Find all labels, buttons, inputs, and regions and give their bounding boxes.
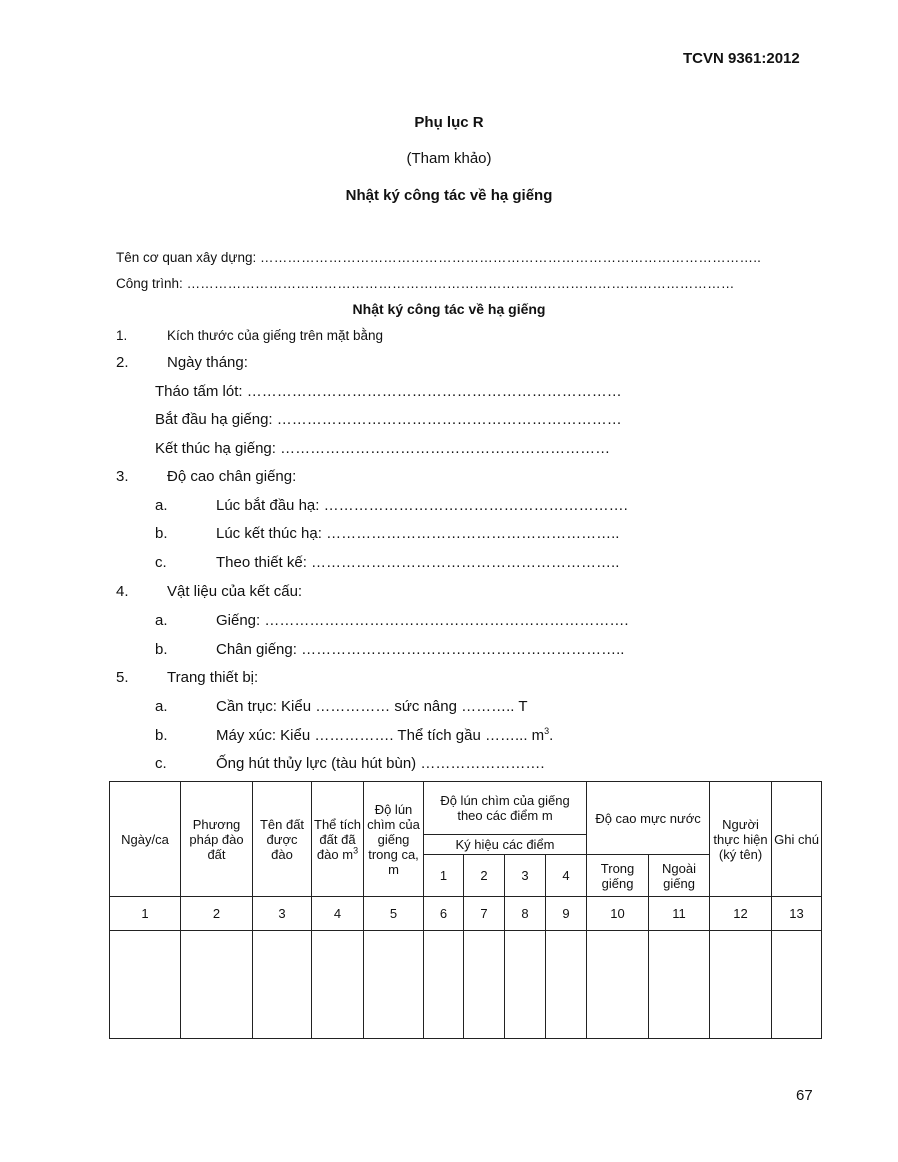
column-number: 2 <box>181 897 253 931</box>
item-1-text: Kích thước của giếng trên mặt bằng <box>167 328 384 343</box>
header-performer: Người thực hiện (ký tên) <box>710 782 772 897</box>
column-number: 4 <box>312 897 364 931</box>
agency-label: Tên cơ quan xây dựng: <box>116 250 257 265</box>
item-3a-letter: a. <box>155 497 168 514</box>
empty-cell <box>181 931 253 1039</box>
empty-cell <box>110 931 181 1039</box>
header-settlement-by-points: Độ lún chìm của giếng theo các điểm m <box>424 782 587 835</box>
header-point-4: 4 <box>546 855 587 897</box>
header-point-1: 1 <box>424 855 464 897</box>
appendix-title: Phụ lục R <box>414 114 484 131</box>
item-3b-text: Lúc kết thúc hạ: ………………………………………………….. <box>216 525 620 542</box>
column-number: 3 <box>253 897 312 931</box>
item-5a-letter: a. <box>155 698 168 715</box>
empty-cell <box>587 931 649 1039</box>
header-excavated-volume-sup: 3 <box>353 845 359 856</box>
item-5b-letter: b. <box>155 727 168 744</box>
item-5-number: 5. <box>116 669 129 686</box>
header-excavation-method: Phương pháp đào đất <box>181 782 253 897</box>
column-number-row <box>110 897 822 931</box>
item-5b-main: Máy xúc: Kiểu ……………. Thể tích gầu ……... m <box>216 727 545 744</box>
header-outside-well: Ngoài giếng <box>649 855 710 897</box>
column-number: 12 <box>710 897 772 931</box>
item-5c-letter: c. <box>155 755 167 772</box>
item-5b-superscript: 3 <box>544 726 550 736</box>
header-soil-name: Tên đất được đào <box>253 782 312 897</box>
item-4b-letter: b. <box>155 641 168 658</box>
appendix-note: (Tham khảo) <box>406 150 492 167</box>
column-number: 8 <box>505 897 546 931</box>
item-4b-text: Chân giếng: ……………………………………………………….. <box>216 641 625 658</box>
empty-cell <box>546 931 587 1039</box>
empty-cell <box>312 931 364 1039</box>
column-number: 5 <box>364 897 424 931</box>
log-table <box>109 781 822 1039</box>
item-2-text: Ngày tháng: <box>167 354 248 371</box>
project-dots: ………………………………………………………………………………………………………… <box>186 276 735 291</box>
empty-cell <box>364 931 424 1039</box>
column-number: 1 <box>110 897 181 931</box>
item-3b-letter: b. <box>155 525 168 542</box>
page-number: 67 <box>796 1087 813 1104</box>
item-5b-text <box>216 727 553 744</box>
column-number: 6 <box>424 897 464 931</box>
item-2c-text: Kết thúc hạ giếng: ………………………………………………………… <box>155 440 611 457</box>
section-title: Nhật ký công tác về hạ giếng <box>352 301 546 317</box>
empty-cell <box>424 931 464 1039</box>
header-inside-well: Trong giếng <box>587 855 649 897</box>
document-title: Nhật ký công tác về hạ giếng <box>345 187 553 204</box>
item-3a-text: Lúc bắt đầu hạ: ……………………………………………………. <box>216 497 628 514</box>
empty-cell <box>649 931 710 1039</box>
agency-field <box>116 250 761 265</box>
project-label: Công trình: <box>116 276 183 291</box>
header-point-3: 3 <box>505 855 546 897</box>
item-2b-text: Bắt đầu hạ giếng: …………………………………………………………… <box>155 411 622 428</box>
empty-cell <box>710 931 772 1039</box>
header-date-shift: Ngày/ca <box>110 782 181 897</box>
empty-cell <box>505 931 546 1039</box>
empty-cell <box>253 931 312 1039</box>
empty-cell <box>464 931 505 1039</box>
header-water-level: Độ cao mực nước <box>587 782 710 855</box>
empty-cell <box>772 931 822 1039</box>
item-5a-text: Cần trục: Kiểu …………… sức nâng ……….. T <box>216 698 528 715</box>
item-4-text: Vật liệu của kết cấu: <box>167 583 303 600</box>
empty-entry-row <box>110 931 822 1039</box>
header-notes: Ghi chú <box>772 782 822 897</box>
item-3c-letter: c. <box>155 554 167 571</box>
item-4-number: 4. <box>116 583 129 600</box>
column-number: 7 <box>464 897 505 931</box>
column-number: 9 <box>546 897 587 931</box>
header-point-symbols: Ký hiệu các điểm <box>424 835 587 855</box>
item-4a-letter: a. <box>155 612 168 629</box>
agency-dots: ……………………………………………………………………………………………….. <box>260 250 762 265</box>
item-5c-text: Ống hút thủy lực (tàu hút bùn) ……………………. <box>216 755 545 772</box>
header-excavated-volume-text: Thể tích đất đã đào m <box>314 816 361 862</box>
header-excavated-volume <box>312 782 364 897</box>
item-5-text: Trang thiết bị: <box>167 669 259 686</box>
header-point-2: 2 <box>464 855 505 897</box>
item-4a-text: Giếng: ………………………………………………………………. <box>216 612 629 629</box>
column-number: 13 <box>772 897 822 931</box>
column-number: 11 <box>649 897 710 931</box>
standard-code: TCVN 9361:2012 <box>683 50 800 67</box>
column-number: 10 <box>587 897 649 931</box>
project-field <box>116 276 735 291</box>
item-1-number: 1. <box>116 328 128 343</box>
item-3-text: Độ cao chân giếng: <box>167 468 297 485</box>
item-2-number: 2. <box>116 354 129 371</box>
item-3c-text: Theo thiết kế: …………………………………………………….. <box>216 554 620 571</box>
item-2a-text: Tháo tấm lót: ………………………………………………………………… <box>155 383 622 400</box>
item-3-number: 3. <box>116 468 129 485</box>
header-settlement-per-shift: Độ lún chìm của giếng trong ca, m <box>364 782 424 897</box>
item-5b-end: . <box>549 727 554 744</box>
